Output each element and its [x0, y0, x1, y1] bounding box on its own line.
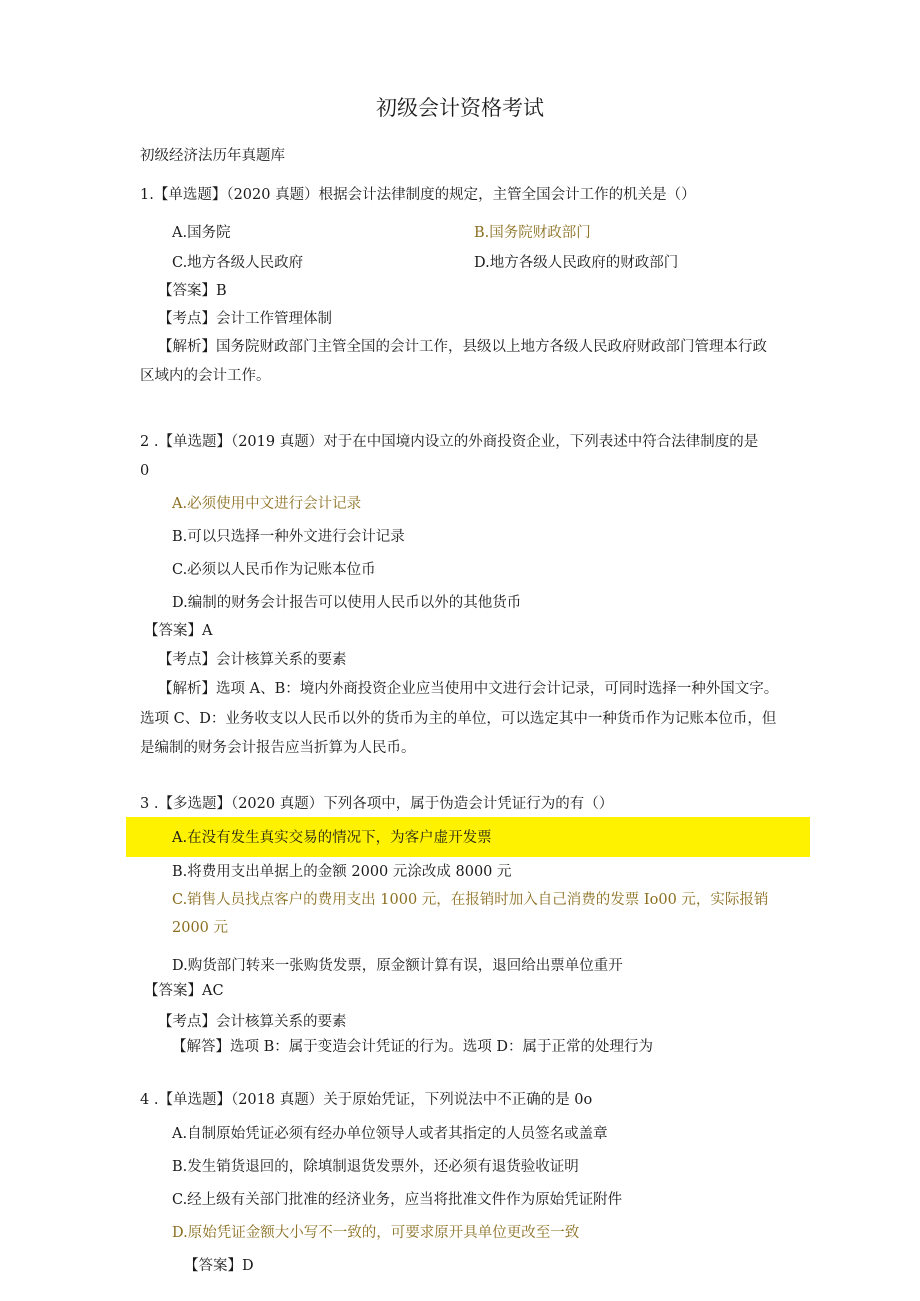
option-c-correct: C.销售人员找点客户的费用支出 1000 元，在报销时加入自己消费的发票 Io00 元，实际报销: [172, 892, 769, 908]
option-b-correct: B.国务院财政部门: [474, 225, 591, 241]
option-d-correct: D.原始凭证金额大小写不一致的，可要求原开具单位更改至一致: [172, 1225, 580, 1241]
option-c: C.必须以人民币作为记账本位币: [172, 562, 376, 578]
option-d: D.编制的财务会计报告可以使用人民币以外的其他货币: [172, 595, 522, 611]
answer: 【答案】B: [158, 283, 227, 299]
analysis-line-2: 区域内的会计工作。: [140, 368, 271, 384]
analysis: 【解答】选项 B：属于变造会计凭证的行为。选项 D：属于正常的处理行为: [172, 1039, 653, 1055]
question-stem: 2 .【单选题】（2019 真题）对于在中国境内设立的外商投资企业，下列表述中符合法律制度的是: [140, 434, 759, 450]
option-a-correct: A.必须使用中文进行会计记录: [172, 496, 362, 512]
document-title: 初级会计资格考试: [376, 96, 544, 120]
option-a: A.在没有发生真实交易的情况下，为客户虚开发票: [172, 830, 492, 846]
option-a: A.国务院: [172, 225, 231, 241]
analysis-line-3: 是编制的财务会计报告应当折算为人民币。: [140, 740, 416, 756]
analysis-line-1: 【解析】国务院财政部门主管全国的会计工作，县级以上地方各级人民政府财政部门管理本行政: [158, 339, 767, 355]
option-c: C.地方各级人民政府: [172, 255, 304, 271]
answer: 【答案】D: [184, 1258, 254, 1274]
option-b: B.可以只选择一种外文进行会计记录: [172, 529, 405, 545]
analysis-line-2: 选项 C、D：业务收支以人民币以外的货币为主的单位，可以选定其中一种货币作为记账本位币，但: [140, 711, 777, 727]
question-stem: 4 .【单选题】（2018 真题）关于原始凭证，下列说法中不正确的是 0o: [140, 1092, 593, 1108]
document-subtitle: 初级经济法历年真题库: [140, 148, 285, 164]
key-point: 【考点】会计核算关系的要素: [158, 1014, 347, 1030]
option-a: A.自制原始凭证必须有经办单位领导人或者其指定的人员签名或盖章: [172, 1126, 608, 1142]
analysis-line-1: 【解析】选项 A、B：境内外商投资企业应当使用中文进行会计记录，可同时选择一种外国文字。: [158, 681, 779, 697]
option-c-continued: 2000 元: [172, 920, 229, 936]
option-b: B.发生销货退回的，除填制退货发票外，还必须有退货验收证明: [172, 1159, 579, 1175]
question-stem-continued: 0: [140, 463, 150, 479]
question-stem: 1.【单选题】（2020 真题）根据会计法律制度的规定，主管全国会计工作的机关是（）: [140, 187, 696, 203]
key-point: 【考点】会计核算关系的要素: [158, 652, 347, 668]
option-b: B.将费用支出单据上的金额 2000 元涂改成 8000 元: [172, 864, 512, 880]
option-d: D.购货部门转来一张购货发票，原金额计算有误，退回给出票单位重开: [172, 958, 623, 974]
answer: 【答案】A: [144, 623, 213, 639]
option-c: C.经上级有关部门批准的经济业务，应当将批准文件作为原始凭证附件: [172, 1192, 623, 1208]
option-d: D.地方各级人民政府的财政部门: [474, 255, 679, 271]
answer: 【答案】AC: [144, 983, 224, 999]
key-point: 【考点】会计工作管理体制: [158, 311, 332, 327]
question-stem: 3 .【多选题】（2020 真题）下列各项中，属于伪造会计凭证行为的有（）: [140, 796, 614, 812]
